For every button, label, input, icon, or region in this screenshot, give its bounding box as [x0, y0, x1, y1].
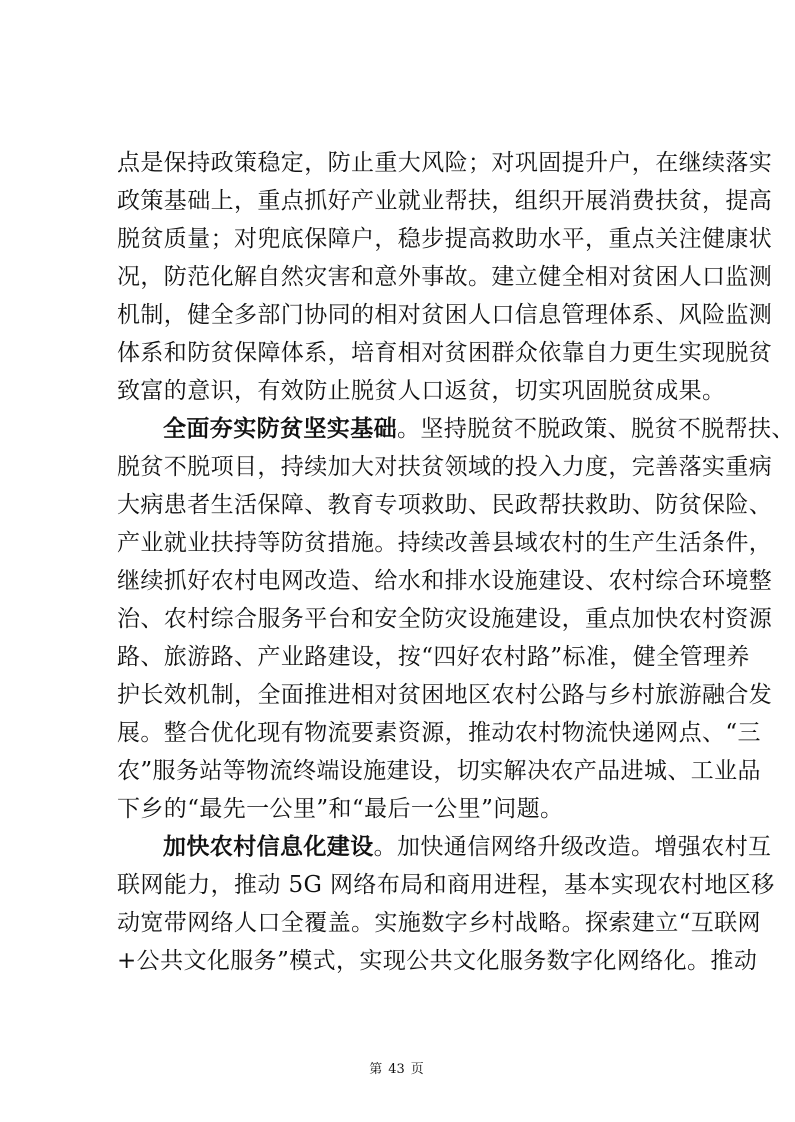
body-text-line: 大病患者生活保障、教育专项救助、民政帮扶救助、防贫保险、: [117, 492, 773, 518]
body-text-line: 点是保持政策稳定，防止重大风险；对巩固提升户，在继续落实: [117, 150, 773, 176]
body-text-line: 继续抓好农村电网改造、给水和排水设施建设、农村综合环境整: [117, 568, 773, 594]
body-text-line: 联网能力，推动 5G 网络布局和商用进程，基本实现农村地区移: [117, 872, 775, 898]
body-text-line: 路、旅游路、产业路建设，按“四好农村路”标准，健全管理养: [117, 644, 750, 670]
body-text-line: 下乡的“最先一公里”和“最后一公里”问题。: [117, 796, 564, 822]
body-text-line: 农”服务站等物流终端设施建设，切实解决农产品进城、工业品: [117, 758, 761, 784]
body-text-line: +公共文化服务”模式，实现公共文化服务数字化网络化。推动: [117, 948, 758, 974]
paragraph-lead-heading: 加快农村信息化建设: [163, 833, 374, 860]
body-text-line: 体系和防贫保障体系，培育相对贫困群众依靠自力更生实现脱贫: [117, 340, 773, 366]
paragraph-first-line: [163, 829, 772, 865]
page-number-suffix: 页: [410, 1062, 424, 1077]
body-text-line: 展。整合优化现有物流要素资源，推动农村物流快递网点、“三: [117, 720, 761, 746]
body-text-line: 脱贫不脱项目，持续加大对扶贫领域的投入力度，完善落实重病: [117, 454, 773, 480]
body-text-line: 政策基础上，重点抓好产业就业帮扶，组织开展消费扶贫，提高: [117, 188, 773, 214]
body-text-line: 治、农村综合服务平台和安全防灾设施建设，重点加快农村资源: [117, 606, 773, 632]
page-footer: [0, 1062, 793, 1078]
paragraph-first-line-text: 。加快通信网络升级改造。增强农村互: [373, 834, 772, 860]
body-text-line: 动宽带网络人口全覆盖。实施数字乡村战略。探索建立“互联网: [117, 910, 761, 936]
body-text-line: 致富的意识，有效防止脱贫人口返贫，切实巩固脱贫成果。: [117, 378, 726, 404]
body-text-line: 机制，健全多部门协同的相对贫困人口信息管理体系、风险监测: [117, 302, 773, 328]
paragraph-first-line-text: 。坚持脱贫不脱政策、脱贫不脱帮扶、: [397, 416, 795, 442]
body-text-line: 产业就业扶持等防贫措施。持续改善县域农村的生产生活条件，: [117, 530, 773, 556]
page-number-prefix: 第: [369, 1062, 383, 1077]
body-text-line: 护长效机制，全面推进相对贫困地区农村公路与乡村旅游融合发: [117, 682, 773, 708]
paragraph-first-line: [163, 411, 795, 447]
body-text-line: 脱贫质量；对兜底保障户，稳步提高救助水平，重点关注健康状: [117, 226, 773, 252]
page-number: 43: [388, 1062, 405, 1077]
paragraph-lead-heading: 全面夯实防贫坚实基础: [163, 415, 397, 442]
body-text-line: 况，防范化解自然灾害和意外事故。建立健全相对贫困人口监测: [117, 264, 773, 290]
